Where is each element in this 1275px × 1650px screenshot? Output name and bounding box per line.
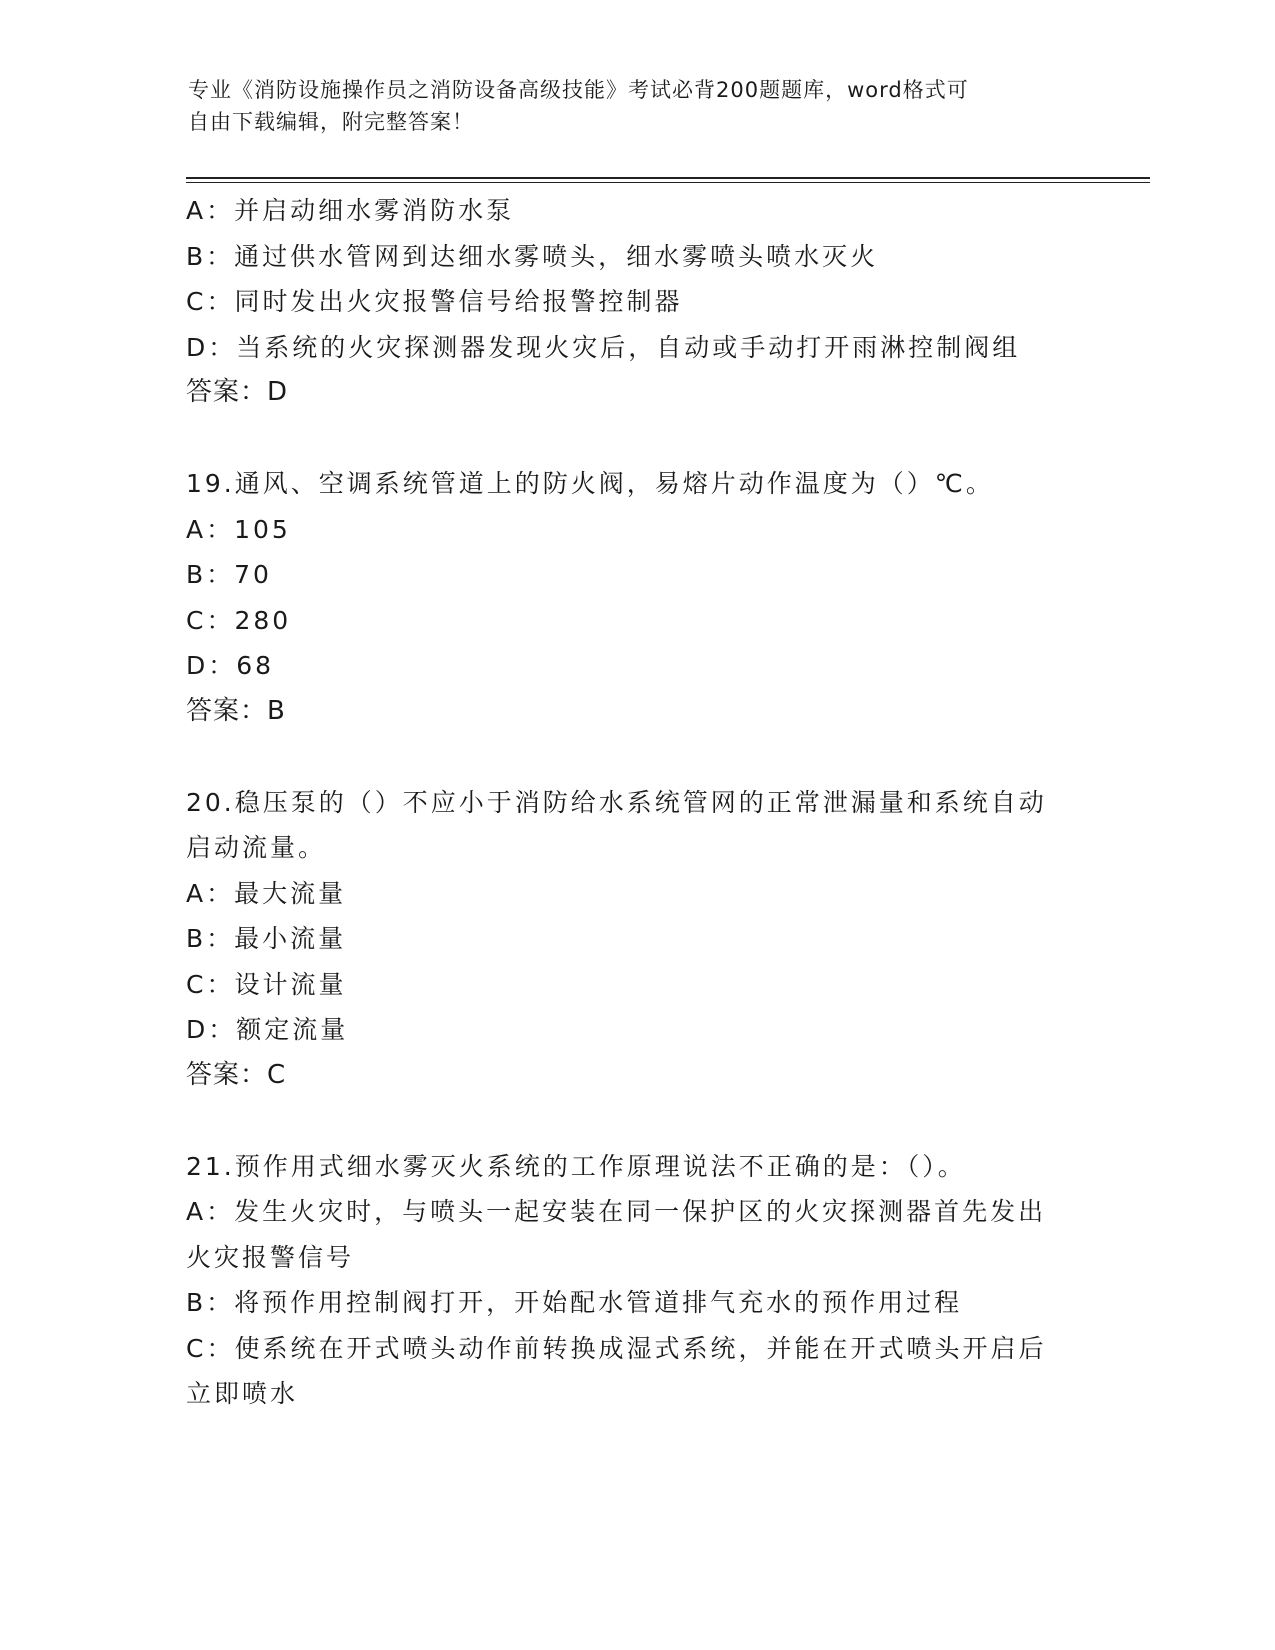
q21-option-b: B：将预作用控制阀打开，开始配水管道排气充水的预作用过程	[186, 1288, 963, 1317]
document-header	[188, 74, 1068, 138]
spacer	[186, 734, 1086, 780]
q18-option-b: B：通过供水管网到达细水雾喷头，细水雾喷头喷水灭火	[186, 241, 879, 271]
q21-stem: 21.预作用式细水雾灭火系统的工作原理说法不正确的是：（）。	[186, 1151, 966, 1181]
q20-option-d: D：额定流量	[186, 1015, 349, 1044]
q21-option-a-line-2: 火灾报警信号	[186, 1242, 355, 1272]
q19-option-b: B：70	[186, 560, 272, 589]
q20-option-a: A：最大流量	[186, 878, 347, 908]
spacer	[186, 416, 1086, 462]
header-line-2: 自由下载编辑，附完整答案！	[188, 110, 474, 134]
q18-answer: 答案：D	[186, 377, 289, 407]
q20-option-c: C：设计流量	[186, 969, 347, 999]
q20-stem-line-2: 启动流量。	[186, 833, 327, 862]
q19-option-d: D：68	[186, 651, 275, 680]
header-divider-thin	[186, 182, 1150, 183]
spacer	[186, 1098, 1086, 1144]
q20-answer: 答案：C	[186, 1059, 287, 1090]
q19-stem: 19.通风、空调系统管道上的防火阀，易熔片动作温度为（）℃。	[186, 469, 994, 498]
q19-answer: 答案：B	[186, 695, 286, 726]
header-line-1: 专业《消防设施操作员之消防设备高级技能》考试必背200题题库，word格式可	[188, 78, 969, 102]
q19-option-c: C：280	[186, 605, 292, 635]
q21-option-a-line-1: A：发生火灾时，与喷头一起安装在同一保护区的火灾探测器首先发出	[186, 1197, 1047, 1226]
q21-option-c-line-1: C：使系统在开式喷头动作前转换成湿式系统，并能在开式喷头开启后	[186, 1333, 1047, 1363]
header-divider-thick	[186, 177, 1150, 179]
q18-option-d: D：当系统的火灾探测器发现火灾后，自动或手动打开雨淋控制阀组	[186, 332, 1021, 362]
q19-option-a: A：105	[186, 514, 291, 544]
q20-stem-line-1: 20.稳压泵的（）不应小于消防给水系统管网的正常泄漏量和系统自动	[186, 787, 1047, 817]
q21-option-c-line-2: 立即喷水	[186, 1379, 299, 1408]
q18-option-a: A：并启动细水雾消防水泵	[186, 196, 515, 225]
q20-option-b: B：最小流量	[186, 924, 347, 953]
question-list	[186, 188, 1086, 1417]
q18-option-c: C：同时发出火灾报警信号给报警控制器	[186, 287, 683, 316]
